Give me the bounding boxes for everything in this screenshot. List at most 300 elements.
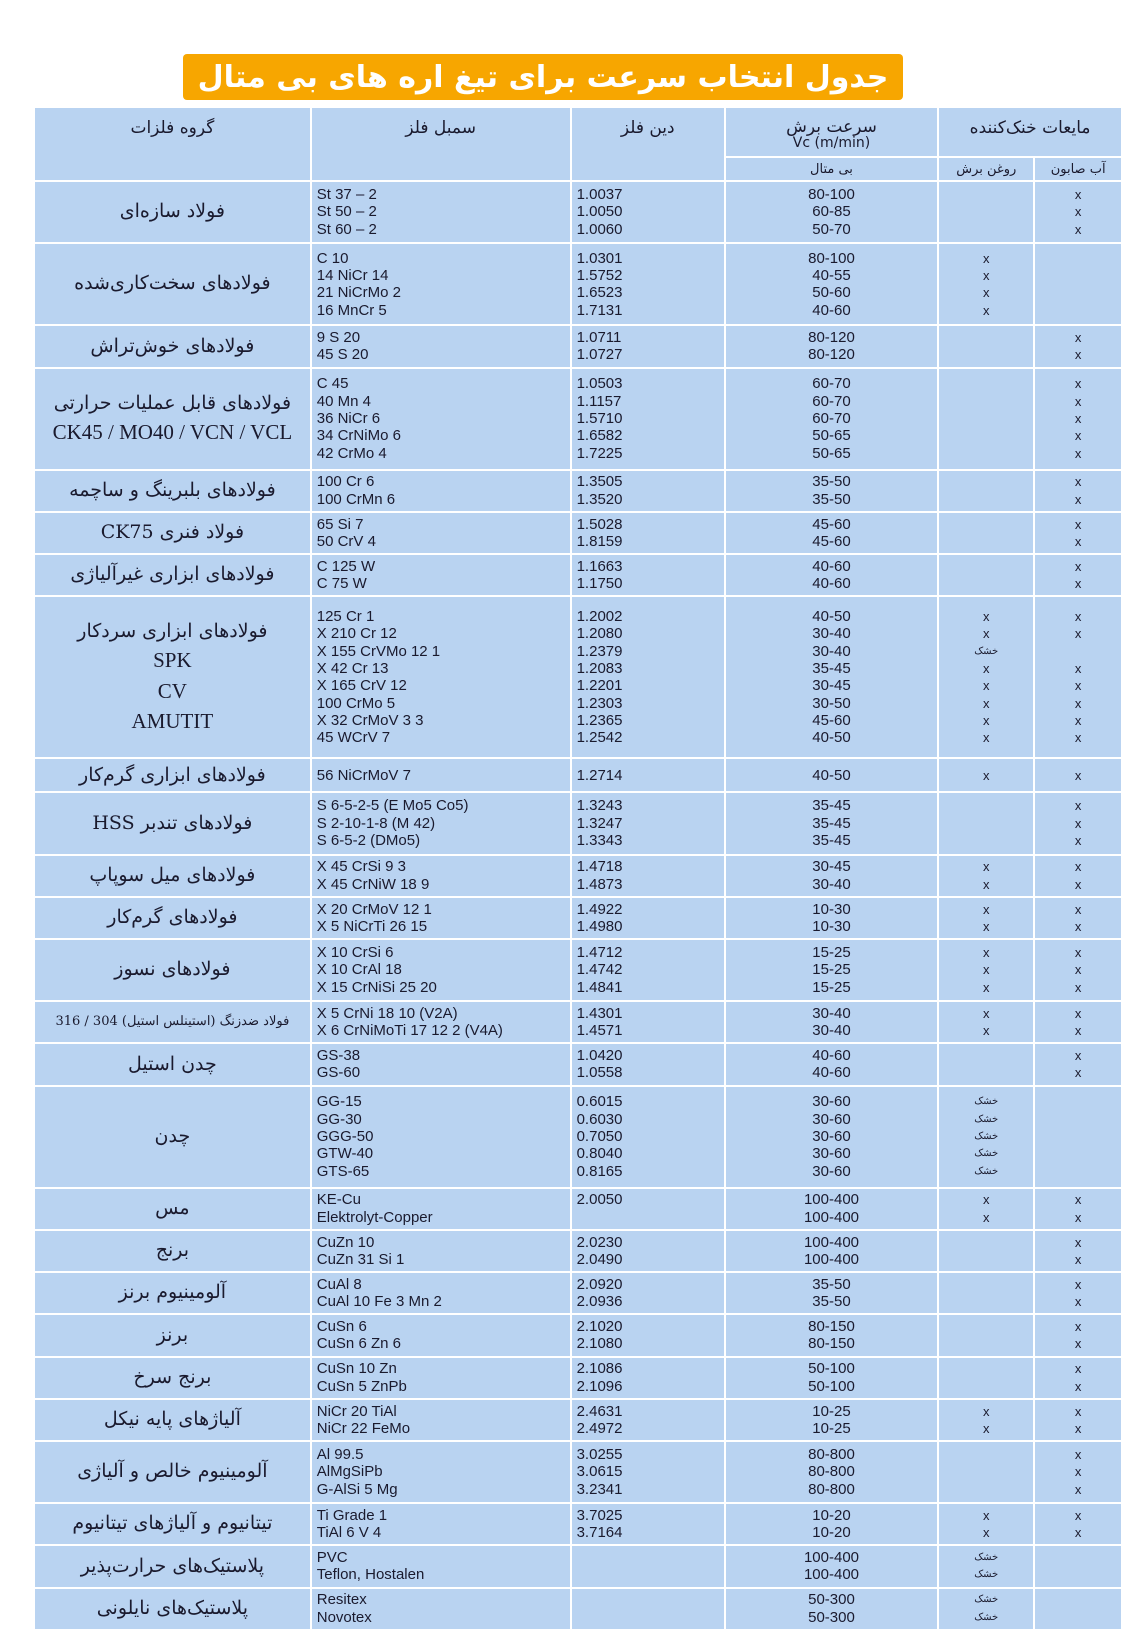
cutting-oil-mark <box>939 1234 1033 1251</box>
cutting-speed: 35-45 <box>812 659 851 677</box>
cutting-oil-mark <box>939 203 1033 220</box>
metal-symbol: CuSn 6 Zn 6 <box>316 1335 401 1353</box>
cutting-oil-mark: خشک <box>974 1165 999 1177</box>
cutting-speed: 10-25 <box>812 1402 851 1420</box>
din-number: 1.0727 <box>576 346 623 364</box>
metal-group-name: فولادهای تندبر HSS <box>92 811 253 834</box>
din-number <box>577 1609 724 1626</box>
metal-symbol: Teflon, Hostalen <box>316 1566 425 1584</box>
cutting-oil-mark-cell <box>938 1357 1034 1399</box>
din-number: 1.1157 <box>576 392 622 410</box>
cutting-speed-cell <box>725 243 938 325</box>
metal-symbol-cell <box>311 1545 571 1587</box>
cutting-speed-cell <box>725 1545 938 1587</box>
soap-water-mark-cell <box>1034 1357 1122 1399</box>
cutting-speed: 50-300 <box>808 1608 855 1626</box>
metal-symbol-cell <box>311 512 571 554</box>
din-number: 1.5710 <box>576 409 623 427</box>
soap-water-mark: x <box>1074 1481 1082 1497</box>
din-number: 2.4972 <box>576 1419 623 1437</box>
cutting-speed: 60-70 <box>812 375 851 393</box>
metal-group-extra: SPK CV AMUTIT <box>131 648 214 734</box>
soap-water-mark: x <box>1074 945 1082 961</box>
metal-symbol: S 6-5-2 (DMo5) <box>316 832 421 850</box>
cutting-oil-mark: x <box>982 859 990 875</box>
metal-group-name: فولاد فنری CK75 <box>100 521 245 544</box>
soap-water-mark <box>1035 267 1121 284</box>
soap-water-mark <box>1035 643 1121 660</box>
din-number-cell <box>571 897 725 939</box>
soap-water-mark: x <box>1074 695 1082 711</box>
din-number-cell <box>571 1503 725 1545</box>
table-row <box>34 939 1122 1001</box>
din-number: 1.6582 <box>576 427 623 445</box>
metal-group-cell <box>34 1357 311 1399</box>
soap-water-mark: x <box>1074 1336 1082 1352</box>
soap-water-mark-cell <box>1034 1441 1122 1503</box>
table-body <box>34 181 1122 1630</box>
soap-water-mark: x <box>1074 626 1082 642</box>
soap-water-mark: x <box>1074 901 1082 917</box>
din-number: 3.7164 <box>576 1524 623 1542</box>
soap-water-mark: x <box>1074 962 1082 978</box>
header-coolant: مایعات خنک‌کننده <box>938 107 1122 157</box>
soap-water-mark <box>1035 1111 1121 1128</box>
cutting-speed: 15-25 <box>812 944 851 962</box>
cutting-speed: 40-50 <box>812 766 851 784</box>
cutting-oil-mark: x <box>982 1420 990 1436</box>
cutting-speed: 30-60 <box>812 1162 851 1180</box>
soap-water-mark: x <box>1074 1048 1082 1064</box>
cutting-speed-cell <box>725 1588 938 1630</box>
header-group: گروه فلزات <box>34 107 311 181</box>
cutting-speed: 35-45 <box>812 797 851 815</box>
soap-water-mark: x <box>1074 221 1082 237</box>
din-number: 1.0558 <box>576 1064 623 1082</box>
header-soap: آب صابون <box>1034 157 1122 181</box>
metal-group-cell <box>34 1545 311 1587</box>
metal-symbol: St 37 – 2 <box>316 186 377 204</box>
soap-water-mark: x <box>1074 1403 1082 1419</box>
table-row <box>34 1272 1122 1314</box>
metal-symbol: C 45 <box>316 375 349 393</box>
soap-water-mark: x <box>1074 533 1082 549</box>
cutting-speed: 50-65 <box>812 427 851 445</box>
cutting-speed-cell <box>725 939 938 1001</box>
cutting-oil-mark: x <box>982 876 990 892</box>
metal-group-cell <box>34 792 311 854</box>
din-number: 1.1663 <box>576 557 623 575</box>
cutting-oil-mark <box>939 221 1033 238</box>
din-number: 1.0037 <box>576 186 623 204</box>
cutting-speed: 40-60 <box>812 557 851 575</box>
metal-symbol: 65 Si 7 <box>316 515 364 533</box>
cutting-speed: 40-60 <box>812 575 851 593</box>
metal-group-name: فولادهای میل سوپاپ <box>89 863 256 886</box>
metal-symbol: GS-38 <box>316 1047 361 1065</box>
cutting-oil-mark-cell <box>938 1001 1034 1043</box>
metal-symbol: CuZn 10 <box>316 1233 375 1251</box>
din-number <box>577 1566 724 1583</box>
cutting-oil-mark: x <box>982 1525 990 1541</box>
din-number: 1.0420 <box>576 1047 623 1065</box>
soap-water-mark: x <box>1074 979 1082 995</box>
din-number: 0.8040 <box>576 1145 623 1163</box>
cutting-oil-mark: x <box>982 250 990 266</box>
metal-group-cell <box>34 758 311 792</box>
soap-water-mark: x <box>1074 330 1082 346</box>
metal-symbol-cell <box>311 1043 571 1085</box>
cutting-oil-mark-cell <box>938 368 1034 470</box>
cutting-oil-mark-cell <box>938 1314 1034 1356</box>
metal-symbol-cell <box>311 1188 571 1230</box>
metal-group-name: پلاستیک‌های نایلونی <box>96 1597 249 1620</box>
metal-group-name: فولادهای خوش‌تراش <box>90 334 255 357</box>
cutting-oil-mark: x <box>982 609 990 625</box>
cutting-speed: 35-50 <box>812 473 851 491</box>
metal-symbol: X 32 CrMoV 3 3 <box>316 711 424 729</box>
din-number: 1.2714 <box>576 766 623 784</box>
soap-water-mark <box>1035 284 1121 301</box>
soap-water-mark: x <box>1074 815 1082 831</box>
cutting-speed: 40-55 <box>812 266 851 284</box>
soap-water-mark-cell <box>1034 1230 1122 1272</box>
din-number-cell <box>571 470 725 512</box>
din-number-cell <box>571 1086 725 1188</box>
cutting-speed-cell <box>725 1441 938 1503</box>
cutting-speed: 50-300 <box>808 1591 855 1609</box>
header-din: دین فلز <box>571 107 725 181</box>
metal-group-cell <box>34 1503 311 1545</box>
cutting-oil-mark-cell <box>938 1043 1034 1085</box>
metal-group-name: آلیاژهای پایه نیکل <box>103 1408 241 1431</box>
soap-water-mark: x <box>1074 445 1082 461</box>
cutting-oil-mark: x <box>982 979 990 995</box>
cutting-speed: 60-70 <box>812 409 851 427</box>
soap-water-mark-cell <box>1034 554 1122 596</box>
metal-group-name: فولادهای قابل عملیات حرارتی <box>53 391 292 414</box>
soap-water-mark <box>1035 1093 1121 1110</box>
metal-symbol: CuZn 31 Si 1 <box>316 1250 405 1268</box>
cutting-speed: 80-800 <box>808 1446 855 1464</box>
soap-water-mark: x <box>1074 1251 1082 1267</box>
metal-symbol: St 60 – 2 <box>316 220 377 238</box>
metal-group-name: فولادهای ابزاری گرم‌کار <box>79 763 266 786</box>
din-number: 3.7025 <box>576 1506 623 1524</box>
metal-group-cell <box>34 855 311 897</box>
metal-symbol-cell <box>311 470 571 512</box>
metal-group-cell <box>34 1043 311 1085</box>
cutting-oil-mark <box>939 427 1033 444</box>
metal-symbol: X 10 CrAl 18 <box>316 961 402 979</box>
table-row <box>34 470 1122 512</box>
metal-group-name: آلومینیوم برنز <box>118 1281 227 1304</box>
metal-symbol: 42 CrMo 4 <box>316 444 387 462</box>
din-number: 1.0711 <box>576 329 622 347</box>
cutting-speed: 10-20 <box>812 1506 851 1524</box>
table-row <box>34 1441 1122 1503</box>
cutting-speed: 10-25 <box>812 1419 851 1437</box>
cutting-oil-mark: x <box>982 302 990 318</box>
metal-group-name: مس <box>155 1196 190 1219</box>
cutting-speed-cell <box>725 1314 938 1356</box>
soap-water-mark: x <box>1074 1361 1082 1377</box>
din-number-cell <box>571 368 725 470</box>
din-number: 1.3520 <box>576 490 623 508</box>
cutting-speed: 45-60 <box>812 532 851 550</box>
table-row <box>34 1001 1122 1043</box>
metal-symbol: X 155 CrVMo 12 1 <box>316 642 441 660</box>
metal-symbol: Resitex <box>316 1591 367 1609</box>
metal-group-name: فولادهای گرم‌کار <box>107 906 238 929</box>
cutting-oil-mark <box>939 445 1033 462</box>
soap-water-mark-cell <box>1034 1043 1122 1085</box>
cutting-speed: 100-400 <box>803 1233 860 1251</box>
cutting-speed: 30-50 <box>812 694 851 712</box>
metal-symbol: GG-30 <box>316 1110 362 1128</box>
cutting-oil-mark <box>939 329 1033 346</box>
din-number: 0.6030 <box>576 1110 623 1128</box>
cutting-speed: 30-40 <box>812 875 851 893</box>
cutting-speed: 50-65 <box>812 444 851 462</box>
table-row <box>34 181 1122 243</box>
metal-symbol: CuSn 5 ZnPb <box>316 1377 407 1395</box>
soap-water-mark-cell <box>1034 181 1122 243</box>
din-number-cell <box>571 939 725 1001</box>
soap-water-mark-cell <box>1034 470 1122 512</box>
cutting-oil-mark <box>939 1251 1033 1268</box>
metal-symbol: X 5 CrNi 18 10 (V2A) <box>316 1004 458 1022</box>
soap-water-mark: x <box>1074 558 1082 574</box>
metal-symbol-cell <box>311 243 571 325</box>
cutting-speed-cell <box>725 1188 938 1230</box>
soap-water-mark: x <box>1074 1065 1082 1081</box>
cutting-oil-mark <box>939 797 1033 814</box>
din-number: 2.1096 <box>576 1377 623 1395</box>
din-number-cell <box>571 1357 725 1399</box>
metal-symbol-cell <box>311 1001 571 1043</box>
din-number: 1.4980 <box>576 917 623 935</box>
metal-group-cell <box>34 181 311 243</box>
cutting-oil-mark-cell <box>938 792 1034 854</box>
din-number-cell <box>571 512 725 554</box>
table-row <box>34 554 1122 596</box>
cutting-speed: 100-400 <box>803 1549 860 1567</box>
table-row <box>34 855 1122 897</box>
cutting-speed-cell <box>725 1399 938 1441</box>
cutting-speed: 100-400 <box>803 1566 860 1584</box>
cutting-speed: 40-60 <box>812 1064 851 1082</box>
cutting-oil-mark-cell <box>938 1545 1034 1587</box>
cutting-oil-mark: x <box>982 901 990 917</box>
metal-group-cell <box>34 1086 311 1188</box>
soap-water-mark: x <box>1074 474 1082 490</box>
cutting-oil-mark <box>939 410 1033 427</box>
table-row <box>34 1314 1122 1356</box>
cutting-speed: 30-40 <box>812 642 851 660</box>
cutting-oil-mark: x <box>982 1192 990 1208</box>
metal-symbol: X 45 CrSi 9 3 <box>316 858 406 876</box>
metal-symbol: 50 CrV 4 <box>316 532 376 550</box>
din-number: 1.0060 <box>576 220 623 238</box>
soap-water-mark-cell <box>1034 758 1122 792</box>
metal-symbol: GTS-65 <box>316 1162 370 1180</box>
cutting-oil-mark: خشک <box>974 1096 999 1108</box>
metal-symbol: KE-Cu <box>316 1191 361 1209</box>
cutting-oil-mark <box>939 186 1033 203</box>
cutting-speed-cell <box>725 325 938 367</box>
cutting-oil-mark: x <box>982 962 990 978</box>
din-number: 1.7225 <box>576 444 623 462</box>
metal-symbol: 14 NiCr 14 <box>316 266 389 284</box>
din-number: 1.5752 <box>576 266 623 284</box>
cutting-speed: 80-120 <box>808 346 855 364</box>
metal-group-cell <box>34 1314 311 1356</box>
soap-water-mark: x <box>1074 491 1082 507</box>
soap-water-mark: x <box>1074 376 1082 392</box>
din-number: 1.4301 <box>576 1004 623 1022</box>
metal-symbol-cell <box>311 1086 571 1188</box>
soap-water-mark: x <box>1074 678 1082 694</box>
cutting-speed: 30-45 <box>812 858 851 876</box>
cutting-speed: 60-70 <box>812 392 851 410</box>
cutting-oil-mark <box>939 558 1033 575</box>
soap-water-mark: x <box>1074 798 1082 814</box>
cutting-oil-mark: x <box>982 712 990 728</box>
din-number: 2.1020 <box>576 1318 623 1336</box>
cutting-speed: 40-60 <box>812 1047 851 1065</box>
cutting-speed: 100-400 <box>803 1208 860 1226</box>
din-number-cell <box>571 792 725 854</box>
metal-symbol-cell <box>311 1399 571 1441</box>
cutting-oil-mark <box>939 393 1033 410</box>
soap-water-mark: x <box>1074 1294 1082 1310</box>
cutting-speed: 35-50 <box>812 490 851 508</box>
cutting-oil-mark: x <box>982 695 990 711</box>
cutting-speed: 40-50 <box>812 729 851 747</box>
metal-group-cell <box>34 596 311 758</box>
cutting-oil-mark <box>939 1064 1033 1081</box>
metal-symbol: C 75 W <box>316 575 367 593</box>
metal-symbol: CuAl 8 <box>316 1275 362 1293</box>
soap-water-mark: x <box>1074 1005 1082 1021</box>
metal-group-name: فولاد سازه‌ای <box>119 200 225 223</box>
soap-water-mark-cell <box>1034 1588 1122 1630</box>
din-number: 1.2080 <box>576 625 623 643</box>
din-number: 2.0230 <box>576 1233 623 1251</box>
soap-water-mark-cell <box>1034 1503 1122 1545</box>
metal-group-name: فولادهای بلبرینگ و ساچمه <box>69 478 276 501</box>
cutting-oil-mark: خشک <box>974 1611 999 1623</box>
table-row <box>34 512 1122 554</box>
metal-group-cell <box>34 1588 311 1630</box>
cutting-oil-mark: x <box>982 1023 990 1039</box>
cutting-speed: 80-120 <box>808 329 855 347</box>
din-number: 0.8165 <box>576 1162 623 1180</box>
metal-symbol: S 2-10-1-8 (M 42) <box>316 814 436 832</box>
metal-symbol: 45 WCrV 7 <box>316 729 391 747</box>
cutting-oil-mark-cell <box>938 1272 1034 1314</box>
soap-water-mark: x <box>1074 187 1082 203</box>
cutting-speed-cell <box>725 1086 938 1188</box>
metal-group-cell <box>34 470 311 512</box>
soap-water-mark: x <box>1074 576 1082 592</box>
soap-water-mark <box>1035 1566 1121 1583</box>
din-number: 1.2201 <box>576 677 623 695</box>
cutting-speed: 45-60 <box>812 515 851 533</box>
cutting-oil-mark-cell <box>938 1399 1034 1441</box>
metal-symbol: G-AlSi 5 Mg <box>316 1480 398 1498</box>
cutting-speed: 35-45 <box>812 832 851 850</box>
cutting-oil-mark <box>939 1378 1033 1395</box>
din-number: 1.0503 <box>576 375 623 393</box>
cutting-oil-mark <box>939 375 1033 392</box>
metal-symbol: X 42 Cr 13 <box>316 659 389 677</box>
table-row <box>34 1545 1122 1587</box>
din-number: 1.7131 <box>576 301 623 319</box>
metal-symbol-cell <box>311 1272 571 1314</box>
metal-group-cell <box>34 1399 311 1441</box>
din-number-cell <box>571 181 725 243</box>
din-number-cell <box>571 554 725 596</box>
soap-water-mark-cell <box>1034 512 1122 554</box>
metal-symbol-cell <box>311 1588 571 1630</box>
din-number: 1.2002 <box>576 608 623 626</box>
soap-water-mark: x <box>1074 1192 1082 1208</box>
cutting-speed: 100-400 <box>803 1250 860 1268</box>
din-number: 1.4922 <box>576 900 623 918</box>
cutting-speed: 35-45 <box>812 814 851 832</box>
cutting-oil-mark <box>939 346 1033 363</box>
cutting-speed-cell <box>725 1503 938 1545</box>
cutting-speed: 80-800 <box>808 1463 855 1481</box>
cutting-speed: 30-60 <box>812 1145 851 1163</box>
cutting-speed: 30-45 <box>812 677 851 695</box>
cutting-oil-mark-cell <box>938 897 1034 939</box>
cutting-oil-mark: خشک <box>974 645 999 657</box>
soap-water-mark: x <box>1074 1525 1082 1541</box>
din-number-cell <box>571 596 725 758</box>
soap-water-mark-cell <box>1034 368 1122 470</box>
soap-water-mark-cell <box>1034 939 1122 1001</box>
cutting-speed: 35-50 <box>812 1293 851 1311</box>
soap-water-mark-cell <box>1034 325 1122 367</box>
metal-symbol-cell <box>311 758 571 792</box>
din-number-cell <box>571 1230 725 1272</box>
cutting-oil-mark <box>939 575 1033 592</box>
cutting-oil-mark-cell <box>938 1230 1034 1272</box>
cutting-speed: 30-60 <box>812 1093 851 1111</box>
metal-symbol: Al 99.5 <box>316 1446 364 1464</box>
metal-symbol: X 165 CrV 12 <box>316 677 407 695</box>
cutting-oil-mark: خشک <box>974 1148 999 1160</box>
soap-water-mark: x <box>1074 660 1082 676</box>
header-speed-unit: Vc (m/min) <box>792 135 871 151</box>
cutting-speed: 30-60 <box>812 1127 851 1145</box>
cutting-speed: 30-60 <box>812 1110 851 1128</box>
din-number <box>577 1549 724 1566</box>
soap-water-mark: x <box>1074 730 1082 746</box>
table-row <box>34 243 1122 325</box>
din-number-cell <box>571 855 725 897</box>
cutting-speed: 80-150 <box>808 1318 855 1336</box>
din-number <box>577 1209 724 1226</box>
soap-water-mark-cell <box>1034 596 1122 758</box>
cutting-speed-cell <box>725 470 938 512</box>
metal-symbol: X 6 CrNiMoTi 17 12 2 (V4A) <box>316 1022 503 1040</box>
din-number: 3.2341 <box>576 1480 623 1498</box>
din-number: 2.1080 <box>576 1335 623 1353</box>
